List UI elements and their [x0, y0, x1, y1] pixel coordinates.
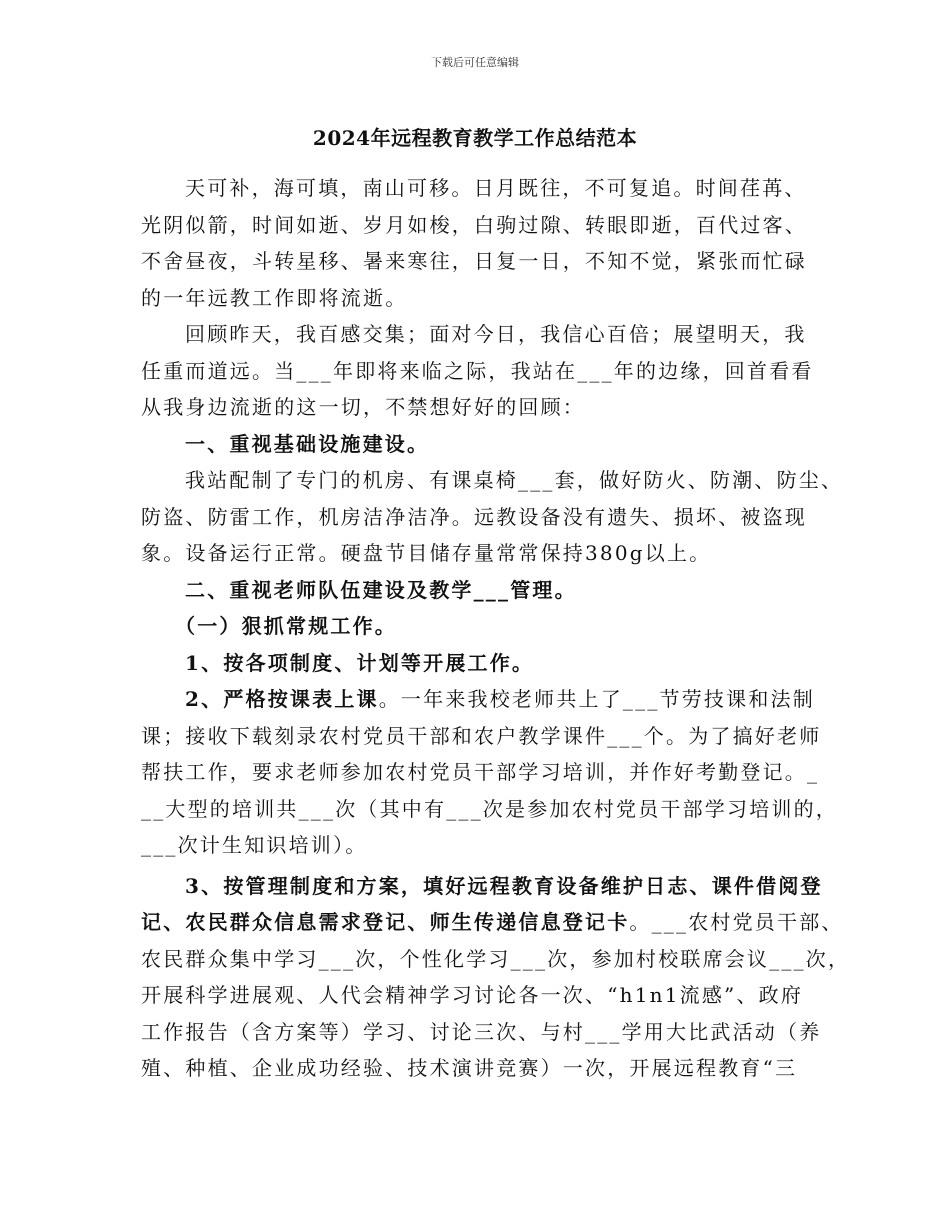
item-lead-rest: 。___农村党员干部、: [629, 910, 844, 934]
paragraph-line: 回顾昨天，我百感交集；面对今日，我信心百倍；展望明天，我: [185, 322, 807, 346]
document-body: [141, 170, 851, 1087]
paragraph-line: ___次计生知识培训）。: [141, 833, 368, 857]
item-heading: 1、按各项制度、计划等开展工作。: [185, 650, 535, 675]
subsection-heading: （一）狠抓常规工作。: [175, 614, 397, 638]
paragraph-line: 殖、种植、企业成功经验、技术演讲竞赛）一次，开展远程教育“三: [141, 1056, 798, 1080]
paragraph-line: 任重而道远。当___年即将来临之际，我站在___年的边缘，回首看看: [141, 358, 814, 383]
paragraph-line: 天可补，海可填，南山可移。日月既往，不可复追。时间荏苒、: [185, 176, 807, 200]
paragraph-line: 象。设备运行正常。硬盘节目储存量常常保持380g以上。: [141, 541, 712, 565]
paragraph-line: 光阴似箭，时间如逝、岁月如梭，白驹过隙、转眼即逝，百代过客、: [141, 212, 807, 237]
item-lead-bold: 记、农民群众信息需求登记、师生传递信息登记卡: [141, 910, 630, 934]
paragraph-line: 防盗、防雷工作，机房洁净洁净。远教设备没有遗失、损坏、被盗现: [141, 504, 807, 529]
paragraph-line: 课；接收下载刻录农村党员干部和农户教学课件___个。为了搞好老师: [141, 723, 822, 748]
paragraph-line: 我站配制了专门的机房、有课桌椅___套，做好防火、防潮、防尘、: [185, 468, 844, 492]
paragraph-line: 的一年远教工作即将流逝。: [141, 285, 408, 310]
section-heading: 一、重视基础设施建设。: [185, 431, 430, 456]
paragraph-line: 工作报告（含方案等）学习、讨论三次、与村___学用大比武活动（养: [141, 1019, 822, 1044]
paragraph-line: 开展科学进展观、人代会精神学习讨论各一次、“h1n1流感”、政府: [141, 983, 804, 1007]
paragraph-line: 帮扶工作，要求老师参加农村党员干部学习培训，并作好考勤登记。_: [141, 760, 820, 784]
paragraph-line: 农民群众集中学习___次，个性化学习___次，参加村校联席会议___次，: [141, 946, 851, 971]
document-title: 2024年远程教育教学工作总结范本: [312, 126, 638, 150]
paragraph-line-bold: 3、按管理制度和方案，填好远程教育设备维护日志、课件借阅登: [185, 873, 823, 898]
paragraph-line: 从我身边流逝的这一切，不禁想好好的回顾：: [141, 395, 585, 419]
paragraph-line: [141, 681, 813, 718]
item-lead-bold: 2、严格按课表上课: [185, 687, 379, 711]
section-heading: 二、重视老师队伍建设及教学___管理。: [185, 577, 577, 602]
paragraph-line: 不舍昼夜，斗转星移、暑来寒往，日复一日，不知不觉，紧张而忙碌: [141, 249, 807, 273]
header-note: 下载后可任意编辑: [431, 56, 519, 69]
item-lead-rest: 。一年来我校老师共上了___节劳技课和法制: [378, 687, 815, 711]
paragraph-line: [141, 904, 844, 941]
paragraph-line: __大型的培训共___次（其中有___次是参加农村党员干部学习培训的，: [141, 796, 838, 821]
